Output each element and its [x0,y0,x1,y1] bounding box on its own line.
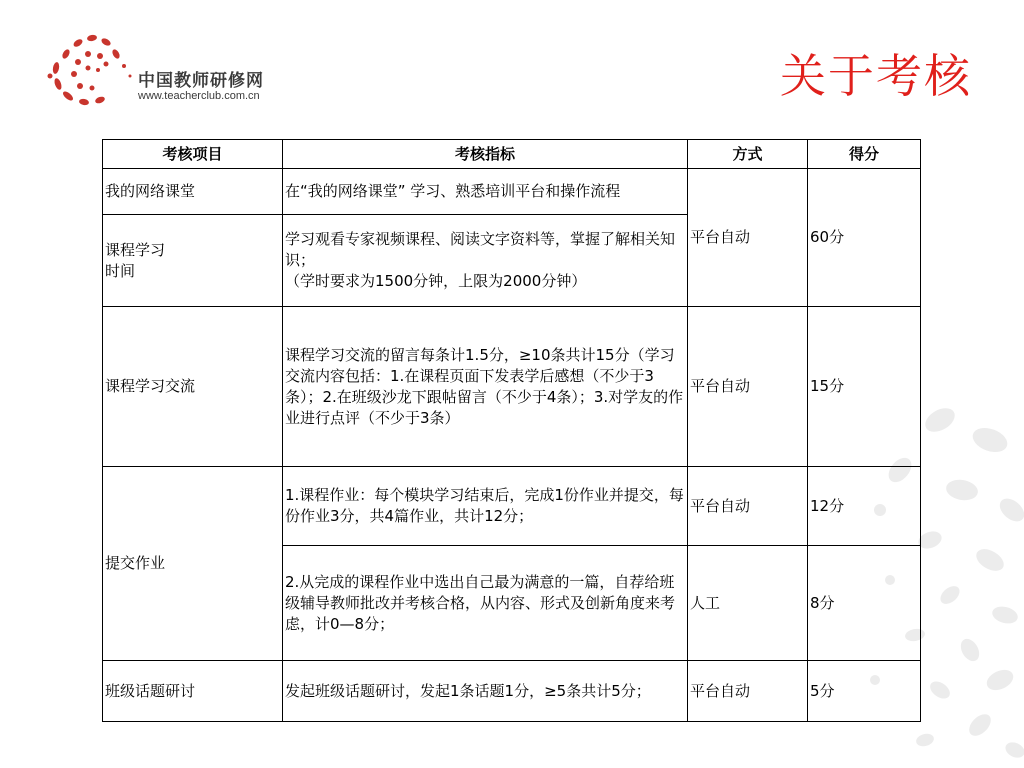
score-cell: 60分 [808,169,921,307]
method-cell: 平台自动 [688,661,808,722]
item-cell: 提交作业 [103,467,283,661]
indicator-cell: 课程学习交流的留言每条计1.5分，≥10条共计15分（学习交流内容包括：1.在课程页面下发表学后感想（不少于3条）；2.在班级沙龙下跟帖留言（不少于4条）；3.对学友的作业进行点评（不少于3条） [283,307,688,467]
column-header-item: 考核项目 [103,140,283,169]
indicator-cell: 在“我的网络课堂” 学习、熟悉培训平台和操作流程 [283,169,688,215]
table-row [103,661,921,722]
item-cell: 课程学习 时间 [103,215,283,307]
column-header-indicator: 考核指标 [283,140,688,169]
item-cell: 我的网络课堂 [103,169,283,215]
column-header-score: 得分 [808,140,921,169]
logo[interactable] [44,30,304,110]
indicator-cell: 学习观看专家视频课程、阅读文字资料等，掌握了解相关知识； （学时要求为1500分钟，上限为2000分钟） [283,215,688,307]
page-title: 关于考核 [780,49,972,103]
table-row [103,467,921,546]
score-cell: 8分 [808,546,921,661]
item-cell: 班级话题研讨 [103,661,283,722]
score-cell: 5分 [808,661,921,722]
logo-url: www.teacherclub.com.cn [138,90,260,102]
method-cell: 平台自动 [688,169,808,307]
score-cell: 15分 [808,307,921,467]
table-row [103,307,921,467]
table-header-row [103,140,921,169]
score-cell: 12分 [808,467,921,546]
assessment-table [102,139,921,722]
method-cell: 平台自动 [688,307,808,467]
logo-name: 中国教师研修网 [138,71,264,91]
item-cell: 课程学习交流 [103,307,283,467]
method-cell: 平台自动 [688,467,808,546]
dotted-flower-logo-icon [44,30,140,110]
indicator-cell: 2.从完成的课程作业中选出自己最为满意的一篇，自荐给班级辅导教师批改并考核合格，从内容、形式及创新角度来考虑，计0—8分； [283,546,688,661]
table-row [103,169,921,215]
indicator-cell: 1.课程作业：每个模块学习结束后，完成1份作业并提交，每份作业3分，共4篇作业，共计12分； [283,467,688,546]
indicator-cell: 发起班级话题研讨，发起1条话题1分，≥5条共计5分； [283,661,688,722]
method-cell: 人工 [688,546,808,661]
column-header-method: 方式 [688,140,808,169]
